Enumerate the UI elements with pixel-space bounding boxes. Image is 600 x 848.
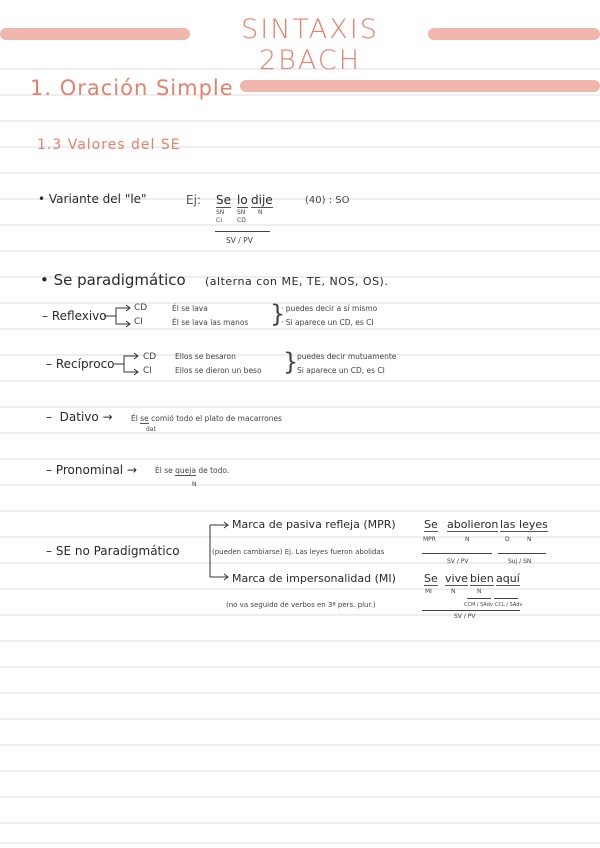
- dativo-ex-post: comió todo el plato de macarrones: [151, 414, 283, 423]
- paradigmatico-note: (alterna con ME, TE, NOS, OS).: [205, 275, 389, 288]
- pronominal-ex-pre: Él: [155, 466, 162, 475]
- variante-tag-ci: CI: [216, 217, 222, 224]
- reflexivo-exp1: · puedes decir a sí mismo: [281, 304, 378, 313]
- mi-tag-n2: N: [477, 588, 482, 595]
- pronominal-ex-se: se: [164, 466, 173, 475]
- mpr-note: (pueden cambiarse) Ej. Las leyes fueron abolidas: [212, 548, 385, 556]
- mi-underline-svpv: [422, 610, 520, 611]
- variante-word-lo: lo: [237, 193, 248, 207]
- reciproco-ex1: Ellos se besaron: [175, 352, 236, 361]
- reciproco-cd: CD: [143, 352, 157, 362]
- mpr-word-se: Se: [424, 518, 438, 531]
- mpr-svpv: SV / PV: [447, 558, 469, 565]
- variante-word-dije: dije: [251, 193, 273, 207]
- title-bar-left: [0, 28, 190, 40]
- dativo-ex-pre: Él: [131, 414, 138, 423]
- pronominal-tag: N: [192, 481, 197, 488]
- mpr-tag-n: N: [465, 536, 470, 543]
- subsection-title: 1.3 Valores del SE: [37, 137, 181, 153]
- reciproco-arrows: [114, 352, 142, 376]
- pronominal-label: – Pronominal →: [46, 463, 138, 477]
- section-bar: [240, 80, 600, 92]
- mi-note: (no va seguido de verbos en 3ª pers. plur.): [226, 601, 376, 609]
- title-bar-right: [428, 28, 600, 40]
- reflexivo-ci: CI: [134, 317, 143, 327]
- mi-word-aqui: aquí: [496, 572, 520, 585]
- mpr-suj: Suj / SN: [508, 558, 532, 565]
- mpr-tag-d: D: [505, 536, 510, 543]
- dativo-label: – Dativo →: [46, 410, 113, 424]
- variante-word-se: Se: [216, 193, 231, 207]
- variante-note: (40) : SO: [305, 195, 350, 206]
- reflexivo-exp2: · Si aparece un CD, es CI: [281, 318, 374, 327]
- mi-label: Marca de impersonalidad (MI): [232, 572, 396, 585]
- mi-tag-n1: N: [451, 588, 456, 595]
- section-title: 1. Oración Simple: [30, 76, 234, 100]
- mi-word-vive: vive: [445, 572, 468, 585]
- mi-tag-mi: MI: [425, 588, 432, 595]
- page-title: SINTAXIS 2BACH: [241, 14, 379, 76]
- variante-svpv: SV / PV: [226, 236, 253, 245]
- reciproco-exp1: puedes decir mutuamente: [297, 352, 397, 361]
- mi-cc1: CCM / SAdv: [464, 602, 493, 608]
- reciproco-brace: }: [283, 348, 299, 376]
- reciproco-ci: CI: [143, 366, 152, 376]
- variante-tag-cd: CD: [237, 217, 246, 224]
- dativo-example: [131, 414, 282, 423]
- mi-word-se: Se: [424, 572, 438, 585]
- reflexivo-label: – Reflexivo: [42, 309, 107, 323]
- variante-ej: Ej:: [186, 193, 201, 207]
- pronominal-ex-post: de todo.: [198, 466, 230, 475]
- variante-tag-sn: SN: [216, 209, 225, 216]
- mpr-word-las-leyes: las leyes: [500, 518, 548, 531]
- reciproco-ex2: Ellos se dieron un beso: [175, 366, 262, 375]
- pronominal-ex-verb: queja: [175, 466, 196, 475]
- reflexivo-ex1: Él se lava: [172, 304, 208, 313]
- mpr-label: Marca de pasiva refleja (MPR): [232, 518, 396, 531]
- dativo-ex-se: se: [140, 414, 149, 423]
- variante-label: • Variante del "le": [38, 192, 147, 206]
- variante-tag-sn2: SN: [237, 209, 246, 216]
- reflexivo-brace: }: [270, 300, 286, 328]
- paradigmatico-heading: • Se paradigmático: [40, 271, 186, 289]
- reciproco-label: – Recíproco: [46, 357, 115, 371]
- reflexivo-cd: CD: [134, 303, 148, 313]
- mpr-tag-n2: N: [527, 536, 532, 543]
- no-paradigmatico-label: – SE no Paradigmático: [46, 544, 180, 558]
- mpr-word-abolieron: abolieron: [447, 518, 499, 531]
- pronominal-example: [155, 466, 229, 475]
- mi-cc2: CCL / SAdv: [495, 602, 523, 608]
- mi-word-bien: bien: [470, 572, 494, 585]
- mi-underline-cc2: [494, 598, 518, 599]
- dativo-tag: dat: [146, 426, 156, 433]
- reflexivo-arrows: [104, 304, 134, 328]
- variante-tag-n: N: [258, 209, 263, 216]
- mi-svpv: SV / PV: [454, 613, 476, 620]
- mi-underline-cc1: [467, 598, 491, 599]
- mpr-tag-mpr: MPR: [423, 536, 436, 543]
- variante-underline: [215, 231, 270, 232]
- mpr-underline-svpv: [422, 553, 492, 554]
- reflexivo-ex2: Él se lava las manos: [172, 318, 249, 327]
- mpr-underline-suj: [498, 553, 546, 554]
- reciproco-exp2: Si aparece un CD, es CI: [297, 366, 385, 375]
